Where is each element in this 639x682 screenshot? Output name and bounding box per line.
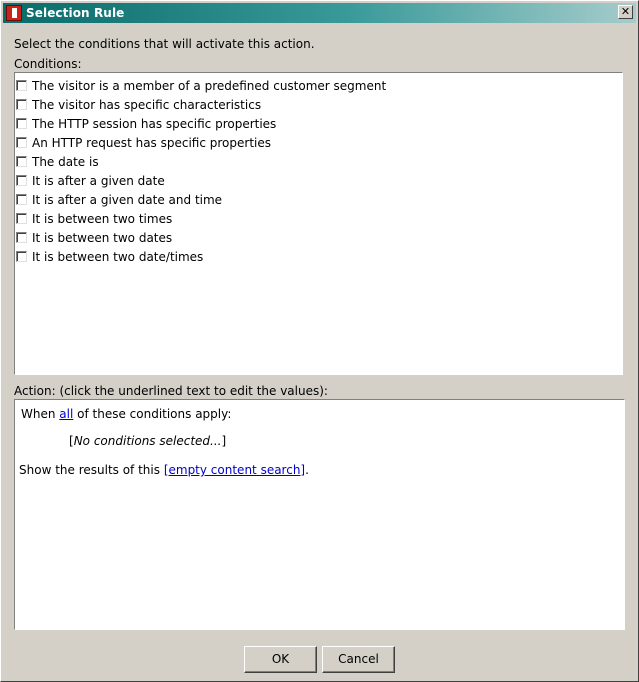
condition-item[interactable] <box>16 247 386 266</box>
show-suffix: . <box>305 463 309 477</box>
conditions-panel <box>14 72 623 375</box>
condition-label: An HTTP request has specific properties <box>32 135 271 150</box>
no-conditions-text: No conditions selected... <box>73 434 222 448</box>
condition-label: It is between two times <box>32 211 173 226</box>
condition-label: It is between two date/times <box>32 249 204 264</box>
condition-label: The visitor has specific characteristics <box>32 97 262 112</box>
all-link[interactable]: all <box>59 407 74 421</box>
condition-checkbox[interactable] <box>16 232 27 243</box>
condition-item[interactable] <box>16 152 386 171</box>
condition-checkbox[interactable] <box>16 194 27 205</box>
condition-item[interactable] <box>16 114 386 133</box>
condition-label: The HTTP session has specific properties <box>32 116 277 131</box>
condition-label: It is after a given date and time <box>32 192 223 207</box>
title-bar[interactable] <box>3 3 636 23</box>
condition-checkbox[interactable] <box>16 80 27 91</box>
condition-item[interactable] <box>16 95 386 114</box>
bracket-open: [ <box>69 434 74 448</box>
condition-checkbox[interactable] <box>16 118 27 129</box>
when-line <box>21 407 231 421</box>
ok-button[interactable]: OK <box>244 646 317 673</box>
condition-item[interactable] <box>16 171 386 190</box>
condition-item[interactable] <box>16 209 386 228</box>
condition-label: The visitor is a member of a predefined customer segment <box>32 78 387 93</box>
window-title: Selection Rule <box>26 6 125 20</box>
action-label: Action: (click the underlined text to edit the values): <box>14 384 328 398</box>
when-suffix: of these conditions apply: <box>73 407 232 421</box>
condition-checkbox[interactable] <box>16 175 27 186</box>
condition-label: The date is <box>32 154 99 169</box>
show-prefix: Show the results of this <box>19 463 164 477</box>
content-search-link[interactable]: [empty content search] <box>163 463 306 477</box>
conditions-list <box>16 76 386 266</box>
condition-item[interactable] <box>16 190 386 209</box>
condition-label: It is after a given date <box>32 173 165 188</box>
condition-checkbox[interactable] <box>16 213 27 224</box>
show-results-line <box>19 463 309 477</box>
condition-checkbox[interactable] <box>16 99 27 110</box>
action-panel <box>14 399 625 630</box>
cancel-button[interactable]: Cancel <box>322 646 395 673</box>
conditions-label: Conditions: <box>14 57 82 71</box>
condition-item[interactable] <box>16 76 386 95</box>
condition-checkbox[interactable] <box>16 137 27 148</box>
condition-item[interactable] <box>16 228 386 247</box>
instruction-text: Select the conditions that will activate this action. <box>14 37 315 51</box>
condition-checkbox[interactable] <box>16 156 27 167</box>
condition-checkbox[interactable] <box>16 251 27 262</box>
no-conditions-placeholder <box>69 434 226 448</box>
condition-label: It is between two dates <box>32 230 173 245</box>
close-button[interactable]: ✕ <box>618 5 633 19</box>
app-icon <box>6 5 22 21</box>
bracket-close: ] <box>221 434 227 448</box>
when-prefix: When <box>21 407 60 421</box>
condition-item[interactable] <box>16 133 386 152</box>
